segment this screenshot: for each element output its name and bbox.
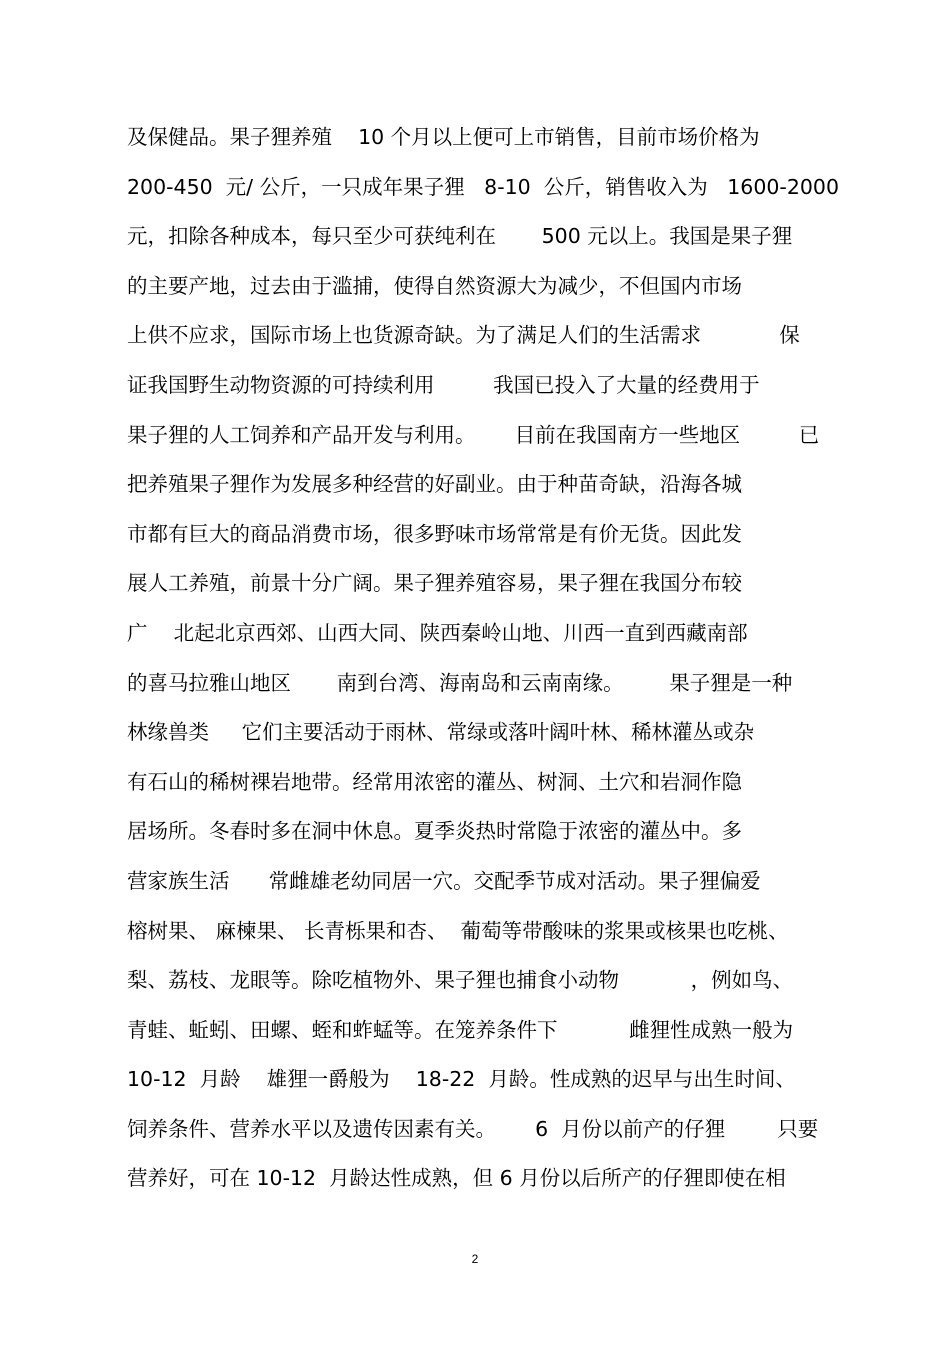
text-line: 居场所。冬春时多在洞中休息。夏季炎热时常隐于浓密的灌丛中。多 [127,819,742,844]
text-line: 营家族生活 常雌雄老幼同居一穴。交配季节成对活动。果子狸偏爱 [127,868,761,893]
body-text [127,117,857,1208]
text-line: 果子狸的人工饲养和产品开发与利用。 目前在我国南方一些地区 已 [127,422,820,447]
text-line: 及保健品。果子狸养殖 10 个月以上便可上市销售，目前市场价格为 [127,125,760,149]
text-line: 10-12 月龄 雄狸一爵般为 18-22 月龄。性成熟的迟早与出生时间、 [127,1067,796,1092]
text-line: 市都有巨大的商品消费市场，很多野味市场常常是有价无货。因此发 [127,521,742,546]
text-line: 饲养条件、营养水平以及遗传因素有关。 6 月份以前产的仔狸 只要 [127,1116,819,1141]
text-line: 梨、荔枝、龙眼等。除吃植物外、果子狸也捕食小动物 ，例如鸟、 [127,968,794,993]
text-line: 青蛙、蚯蚓、田螺、蛭和蚱蜢等。在笼养条件下 雌狸性成熟一般为 [127,1017,794,1042]
text-line: 营养好，可在 10-12 月龄达性成熟，但 6 月份以后所产的仔狸即使在相 [127,1166,786,1191]
text-line: 上供不应求，国际市场上也货源奇缺。为了满足人们的生活需求 保 [127,323,800,348]
text-line: 的喜马拉雅山地区 南到台湾、海南岛和云南南缘。 果子狸是一种 [127,670,793,695]
text-line: 把养殖果子狸作为发展多种经营的好副业。由于种苗奇缺，沿海各城 [127,472,742,497]
text-line: 的主要产地，过去由于滥捕，使得自然资源大为减少，不但国内市场 [127,273,742,298]
page-number: 2 [471,1252,479,1266]
text-line: 200-450 元/ 公斤，一只成年果子狸 8-10 公斤，销售收入为 1600-2000 [127,174,840,199]
text-line: 林缘兽类 它们主要活动于雨林、常绿或落叶阔叶林、稀林灌丛或杂 [127,720,755,745]
text-line: 广 北起北京西郊、山西大同、陕西秦岭山地、川西一直到西藏南部 [127,620,748,645]
text-line: 证我国野生动物资源的可持续利用 我国已投入了大量的经费用于 [127,372,760,397]
text-line: 榕树果、 麻楝果、 长青栎果和杏、 葡萄等带酸味的浆果或核果也吃桃、 [127,918,789,943]
text-line: 展人工养殖，前景十分广阔。果子狸养殖容易，果子狸在我国分布较 [127,571,742,596]
text-line: 元，扣除各种成本，每只至少可获纯利在 500 元以上。我国是果子狸 [127,224,793,249]
text-line: 有石山的稀树裸岩地带。经常用浓密的灌丛、树洞、土穴和岩洞作隐 [127,769,742,794]
